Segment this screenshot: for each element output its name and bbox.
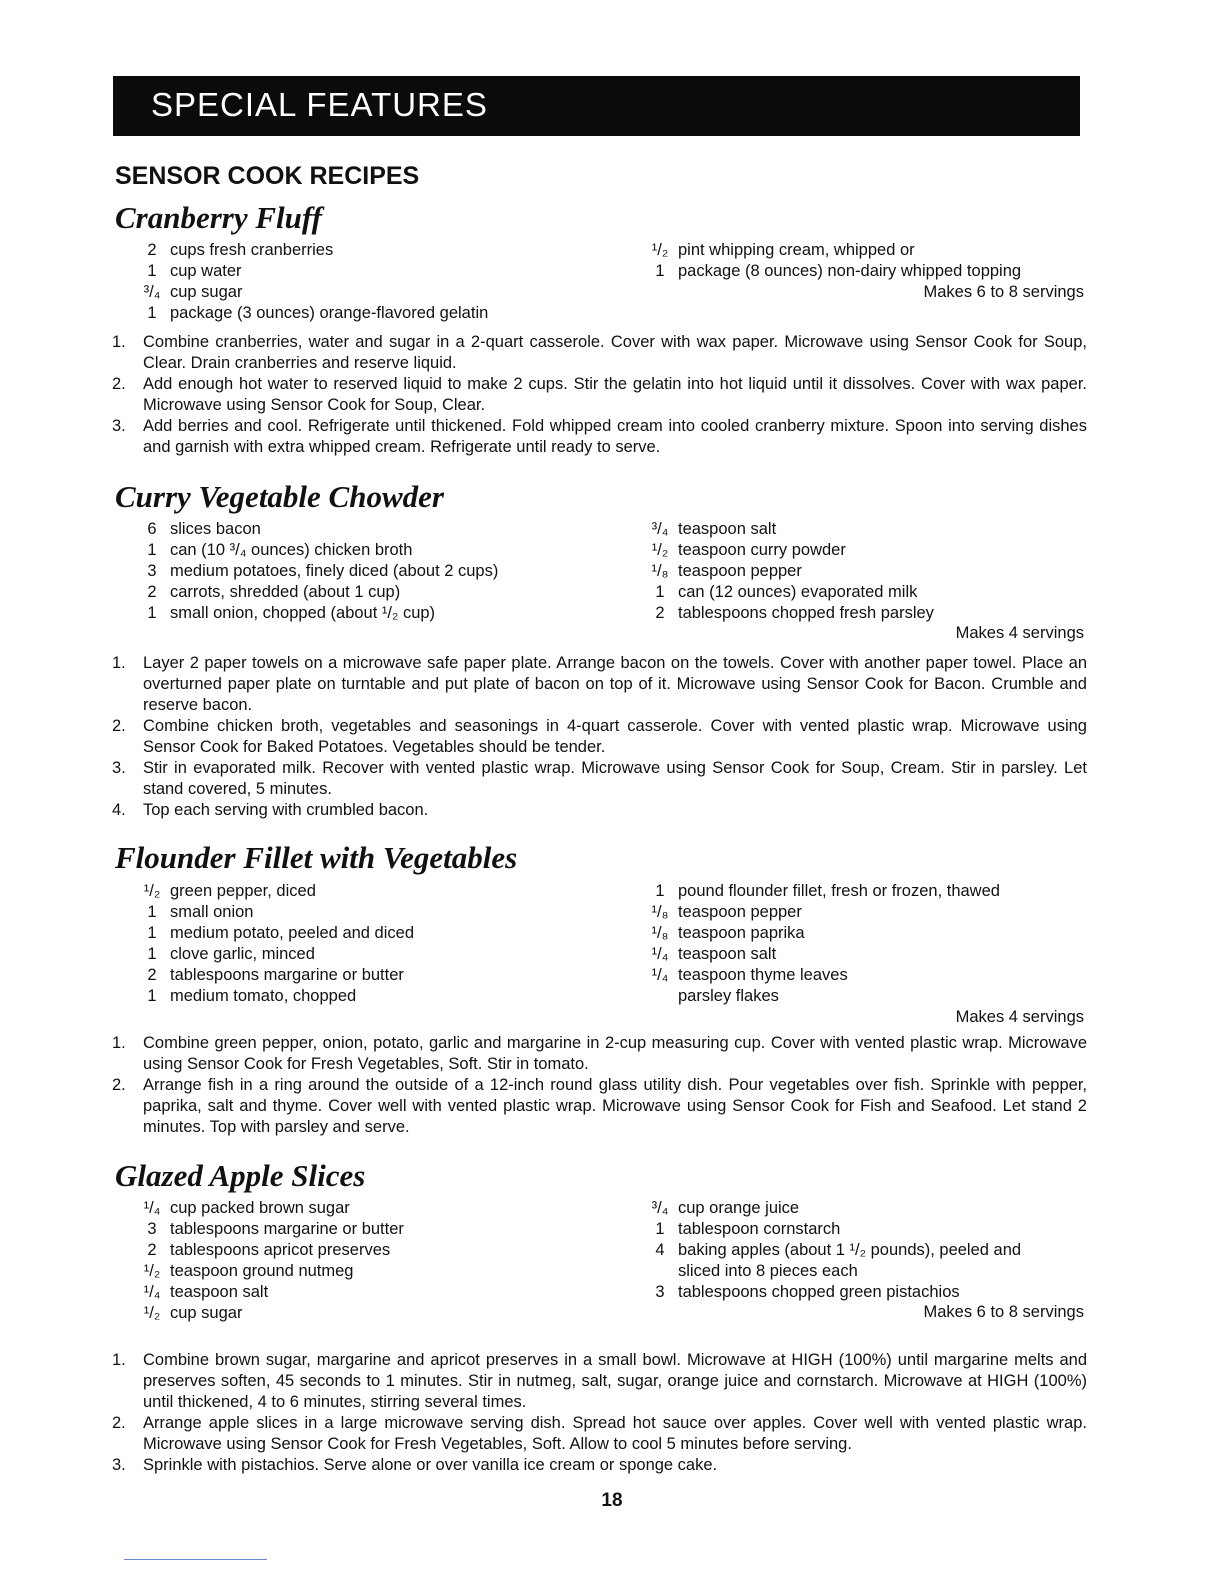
ingredient-text: tablespoons chopped green pistachios [678, 1283, 960, 1301]
step [112, 332, 1087, 374]
ingredient [140, 582, 498, 603]
ingredient [140, 1198, 404, 1219]
ingredient-text: baking apples (about 1 ¹/₂ pounds), peeled and [678, 1241, 1022, 1259]
ingredient-qty [648, 986, 672, 1007]
step-text: Combine cranberries, water and sugar in a 2-quart casserole. Cover with wax paper. Microwave using Sensor Cook for Soup, Clear. Drain cranberries and reserve liquid. [143, 333, 1087, 372]
ingredient-qty [648, 1261, 672, 1282]
step-text: Combine chicken broth, vegetables and seasonings in 4-quart casserole. Cover with vented plastic wrap. Microwave using Sensor Cook for Baked Potatoes. Vegetables should be tender. [143, 717, 1087, 756]
ingredient [648, 986, 1088, 1007]
ingredient [140, 1240, 404, 1261]
ingredient-qty: 1 [147, 604, 157, 622]
ingredient-text: tablespoons margarine or butter [170, 1220, 404, 1238]
recipe-steps [112, 332, 1087, 458]
ingredient [648, 603, 1088, 624]
step [112, 374, 1087, 416]
ingredient [140, 944, 414, 965]
ingredient [140, 261, 488, 282]
ingredient-qty: ¹/₄ [143, 1283, 161, 1301]
ingredient-qty: ³/₄ [651, 520, 669, 538]
ingredient-qty: 3 [147, 562, 157, 580]
ingredient-text: teaspoon paprika [678, 924, 805, 942]
ingredient [140, 1303, 404, 1324]
ingredient-qty: 1 [655, 1220, 665, 1238]
ingredient [140, 986, 414, 1007]
ingredient [140, 603, 498, 624]
ingredient [648, 540, 1088, 561]
ingredients-right [648, 1198, 1088, 1303]
ingredients-right [648, 881, 1088, 1007]
ingredient-qty: ¹/₈ [651, 903, 669, 921]
ingredient-text: parsley flakes [678, 987, 779, 1005]
ingredient-qty: ¹/₈ [651, 924, 669, 942]
ingredient-text: tablespoon cornstarch [678, 1220, 841, 1238]
step [112, 758, 1087, 800]
ingredient [648, 1282, 1088, 1303]
ingredient-text: medium tomato, chopped [170, 987, 357, 1005]
step-number: 2. [112, 1414, 126, 1432]
step-number: 3. [112, 1456, 126, 1474]
ingredient-qty: ¹/₄ [143, 1199, 161, 1217]
ingredient [140, 540, 498, 561]
ingredient-text: tablespoons chopped fresh parsley [678, 604, 934, 622]
ingredient-text: green pepper, diced [170, 882, 316, 900]
recipe-steps [112, 1033, 1087, 1138]
section-banner [113, 76, 1080, 136]
ingredient-text: cup orange juice [678, 1199, 800, 1217]
ingredient [648, 1219, 1088, 1240]
step [112, 1033, 1087, 1075]
ingredient-text: can (12 ounces) evaporated milk [678, 583, 918, 601]
ingredient-qty: 1 [147, 924, 157, 942]
step-text: Arrange fish in a ring around the outside of a 12-inch round glass utility dish. Pour vegetables over fish. Sprinkle with pepper, paprika, salt and thyme. Cover well with vented plastic wrap. Microwave using Sensor Cook for Fish and Seafood. Let stand 2 minutes. Top with parsley and serve. [143, 1076, 1087, 1136]
ingredient [648, 1240, 1088, 1261]
ingredient-qty: ¹/₈ [651, 562, 669, 580]
ingredient-text: medium potatoes, finely diced (about 2 cups) [170, 562, 499, 580]
ingredient-qty: 6 [147, 520, 157, 538]
ingredient-qty: 1 [147, 541, 157, 559]
ingredient-text: cup water [170, 262, 242, 280]
ingredient-text: medium potato, peeled and diced [170, 924, 415, 942]
step-number: 1. [112, 1034, 126, 1052]
step [112, 1350, 1087, 1413]
ingredient [140, 1282, 404, 1303]
ingredient [648, 261, 1088, 282]
ingredient [648, 582, 1088, 603]
ingredient [140, 1261, 404, 1282]
ingredient-qty: 1 [655, 882, 665, 900]
step [112, 800, 1087, 821]
step-number: 1. [112, 1351, 126, 1369]
ingredient [140, 561, 498, 582]
ingredient-text: teaspoon salt [678, 945, 777, 963]
servings-yield: Makes 6 to 8 servings [923, 283, 1084, 301]
ingredients-left [140, 519, 498, 624]
ingredient-qty: 1 [147, 262, 157, 280]
ingredient-text: small onion, chopped (about ¹/₂ cup) [170, 604, 436, 622]
ingredient-qty: 4 [655, 1241, 665, 1259]
ingredient [648, 944, 1088, 965]
ingredients-right [648, 240, 1088, 282]
step [112, 653, 1087, 716]
ingredient-qty: 1 [147, 304, 157, 322]
ingredient-text: pint whipping cream, whipped or [678, 241, 915, 259]
ingredient-qty: 1 [147, 945, 157, 963]
ingredient [140, 519, 498, 540]
ingredient-text: cups fresh cranberries [170, 241, 334, 259]
servings-yield: Makes 4 servings [955, 624, 1084, 642]
step-text: Layer 2 paper towels on a microwave safe paper plate. Arrange bacon on the towels. Cover with another paper towel. Place an overturned paper plate on turntable and put plate of bacon on top of it. Microwave using Sensor Cook for Bacon. Crumble and reserve bacon. [143, 654, 1087, 714]
step [112, 416, 1087, 458]
ingredient-text: tablespoons apricot preserves [170, 1241, 391, 1259]
step-text: Sprinkle with pistachios. Serve alone or over vanilla ice cream or sponge cake. [143, 1456, 718, 1474]
page-number: 18 [601, 1490, 623, 1511]
ingredients-left [140, 240, 488, 324]
ingredient-qty: ¹/₄ [651, 945, 669, 963]
ingredient-qty: ¹/₂ [143, 1262, 161, 1280]
ingredient-text: slices bacon [170, 520, 261, 538]
ingredient-text: teaspoon curry powder [678, 541, 846, 559]
recipe-title: Glazed Apple Slices [115, 1158, 366, 1193]
ingredient-text: package (8 ounces) non-dairy whipped topping [678, 262, 1022, 280]
ingredient-text: teaspoon ground nutmeg [170, 1262, 354, 1280]
step-number: 2. [112, 1076, 126, 1094]
ingredient-qty: ¹/₄ [651, 966, 669, 984]
ingredient-qty: 2 [147, 583, 157, 601]
ingredient-text: teaspoon pepper [678, 562, 802, 580]
ingredient-qty: ¹/₂ [143, 1304, 161, 1322]
servings-yield: Makes 6 to 8 servings [923, 1303, 1084, 1321]
ingredient [140, 240, 488, 261]
ingredient [648, 902, 1088, 923]
ingredient-qty: 1 [147, 903, 157, 921]
ingredient-qty: 1 [655, 262, 665, 280]
ingredient [140, 282, 488, 303]
ingredient-qty: 3 [147, 1220, 157, 1238]
ingredient [648, 923, 1088, 944]
ingredient [648, 1261, 1088, 1282]
ingredient-qty: 1 [655, 583, 665, 601]
step [112, 1413, 1087, 1455]
ingredient-text: tablespoons margarine or butter [170, 966, 404, 984]
step [112, 1455, 1087, 1476]
ingredient [140, 1219, 404, 1240]
recipe-title: Curry Vegetable Chowder [115, 479, 444, 514]
banner-title: SPECIAL FEATURES [151, 86, 488, 123]
ingredient-text: clove garlic, minced [170, 945, 315, 963]
step-text: Combine brown sugar, margarine and apricot preserves in a small bowl. Microwave at HIGH (100%) until margarine melts and preserves soften, 45 seconds to 1 minutes. Stir in nutmeg, salt, sugar, orange juice and cornstarch. Microwave at HIGH (100%) until thickened, 4 to 6 minutes, stirring several times. [143, 1351, 1087, 1411]
step [112, 716, 1087, 758]
ingredient-text: cup packed brown sugar [170, 1199, 350, 1217]
step-text: Stir in evaporated milk. Recover with vented plastic wrap. Microwave using Sensor Cook for Soup, Cream. Stir in parsley. Let stand covered, 5 minutes. [143, 759, 1087, 798]
ingredient [648, 1198, 1088, 1219]
step-number: 2. [112, 375, 126, 393]
ingredient [648, 240, 1088, 261]
ingredients-left [140, 1198, 404, 1324]
ingredient [140, 923, 414, 944]
step-number: 2. [112, 717, 126, 735]
step-text: Add enough hot water to reserved liquid to make 2 cups. Stir the gelatin into hot liquid until it dissolves. Cover with wax paper. Microwave using Sensor Cook for Soup, Clear. [143, 375, 1087, 414]
ingredient-text: teaspoon salt [170, 1283, 269, 1301]
ingredient-qty: 2 [147, 1241, 157, 1259]
ingredient-text: carrots, shredded (about 1 cup) [170, 583, 401, 601]
ingredient-text: package (3 ounces) orange-flavored gelatin [170, 304, 489, 322]
ingredient-qty: 3 [655, 1283, 665, 1301]
ingredient [648, 881, 1088, 902]
section-title: SENSOR COOK RECIPES [115, 162, 420, 190]
ingredient-qty: 2 [147, 241, 157, 259]
ingredient-qty: 2 [655, 604, 665, 622]
ingredient-text: teaspoon salt [678, 520, 777, 538]
recipe-steps [112, 653, 1087, 821]
step-number: 1. [112, 333, 126, 351]
ingredient [140, 303, 488, 324]
step-text: Top each serving with crumbled bacon. [143, 801, 429, 819]
ingredient-qty: 1 [147, 987, 157, 1005]
footer-rule [124, 1559, 267, 1560]
servings-yield: Makes 4 servings [955, 1008, 1084, 1026]
recipe-title: Flounder Fillet with Vegetables [115, 840, 518, 875]
step-number: 3. [112, 417, 126, 435]
recipe-title: Cranberry Fluff [115, 200, 322, 235]
ingredient [140, 902, 414, 923]
ingredient-qty: 2 [147, 966, 157, 984]
ingredient-qty: ¹/₂ [651, 241, 669, 259]
step-number: 3. [112, 759, 126, 777]
ingredient-qty: ¹/₂ [143, 882, 161, 900]
ingredient [648, 561, 1088, 582]
ingredient-text: cup sugar [170, 1304, 243, 1322]
ingredient-text: can (10 ³/₄ ounces) chicken broth [170, 541, 413, 559]
step [112, 1075, 1087, 1138]
ingredient-qty: ³/₄ [651, 1199, 669, 1217]
ingredient [648, 965, 1088, 986]
ingredient [648, 519, 1088, 540]
step-text: Arrange apple slices in a large microwave serving dish. Spread hot sauce over apples. Cover well with vented plastic wrap. Microwave using Sensor Cook for Fresh Vegetables, Soft. Allow to cool 5 minutes before serving. [143, 1414, 1087, 1453]
recipe-steps [112, 1350, 1087, 1476]
ingredient-text: pound flounder fillet, fresh or frozen, thawed [678, 882, 1000, 900]
ingredient [140, 965, 414, 986]
ingredients-right [648, 519, 1088, 624]
ingredient-qty: ³/₄ [143, 283, 161, 301]
ingredient-text: teaspoon thyme leaves [678, 966, 848, 984]
step-text: Combine green pepper, onion, potato, garlic and margarine in 2-cup measuring cup. Cover with vented plastic wrap. Microwave using Sensor Cook for Fresh Vegetables, Soft. Stir in tomato. [143, 1034, 1087, 1073]
step-number: 1. [112, 654, 126, 672]
step-text: Add berries and cool. Refrigerate until thickened. Fold whipped cream into cooled cranberry mixture. Spoon into serving dishes and garnish with extra whipped cream. Refrigerate until ready to serve. [143, 417, 1087, 456]
ingredient-text: small onion [170, 903, 254, 921]
ingredient [140, 881, 414, 902]
ingredient-text: sliced into 8 pieces each [678, 1262, 858, 1280]
ingredients-left [140, 881, 414, 1007]
ingredient-qty: ¹/₂ [651, 541, 669, 559]
ingredient-text: teaspoon pepper [678, 903, 802, 921]
ingredient-text: cup sugar [170, 283, 243, 301]
step-number: 4. [112, 801, 126, 819]
